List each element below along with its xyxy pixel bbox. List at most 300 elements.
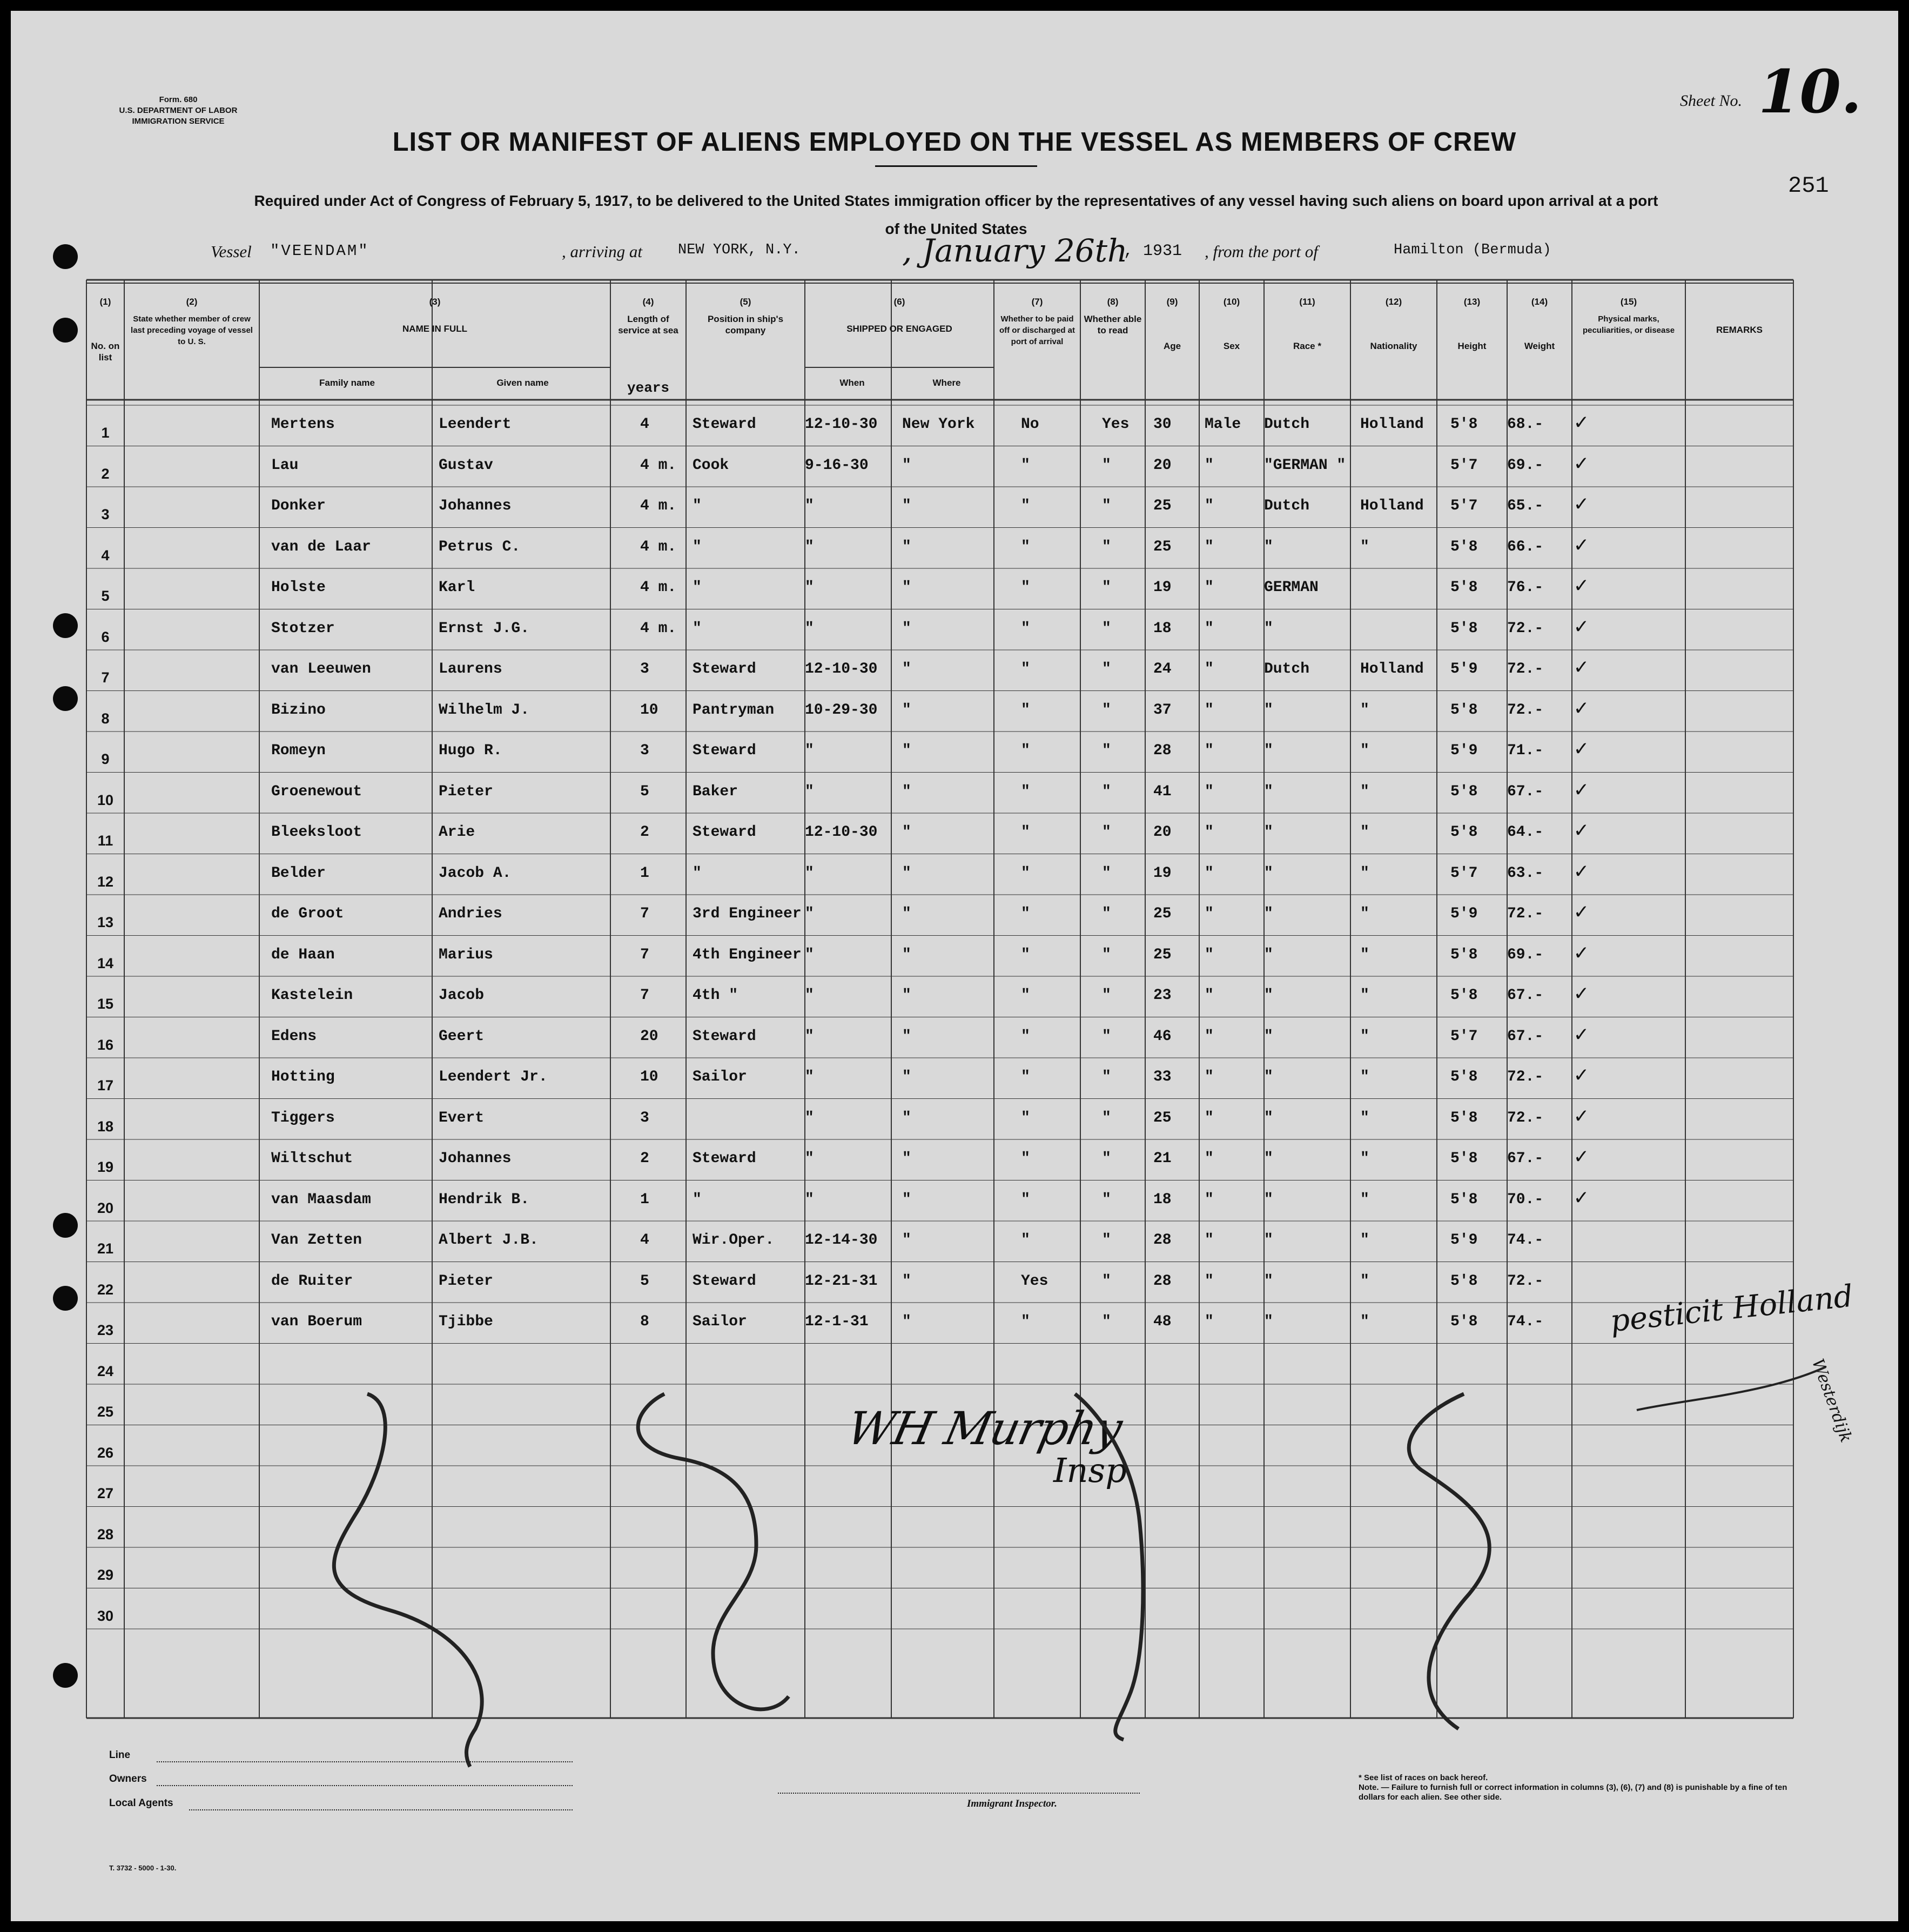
footnote-races: * See list of races on back hereof. — [1359, 1773, 1488, 1782]
cell-when: 12-10-30 — [805, 661, 878, 677]
cell-given: Pieter — [439, 783, 493, 800]
cell-position: Sailor — [693, 1313, 747, 1330]
cell-sex: " — [1205, 987, 1214, 1004]
cell-race: " — [1264, 1069, 1273, 1085]
cancel-stroke — [1637, 1367, 1826, 1410]
cell-height: 5'8 — [1450, 579, 1478, 596]
cell-where: " — [902, 579, 911, 596]
cell-when: " — [805, 1109, 814, 1126]
cell-marks: ✓ — [1575, 860, 1588, 885]
cell-given: Leendert — [439, 416, 512, 433]
print-code: T. 3732 - 5000 - 1-30. — [109, 1864, 177, 1872]
footnote-penalty: Note. — Failure to furnish full or correct information in columns (3), (6), (7) and (8) is punishable by a fine of ten dollars for each alien. See other side. — [1359, 1783, 1787, 1802]
cell-given: Geert — [439, 1028, 485, 1045]
cell-race: " — [1264, 1150, 1273, 1167]
cell-race: " — [1264, 905, 1273, 922]
cell-service: 5 — [640, 783, 649, 800]
cell-age: 33 — [1153, 1069, 1172, 1085]
cell-read: " — [1102, 1028, 1111, 1045]
cell-sex: " — [1205, 579, 1214, 596]
cell-paid-off: " — [1021, 1232, 1030, 1249]
cell-family: Lau — [271, 457, 299, 474]
cell-given: Jacob A. — [439, 864, 512, 882]
column-header-6: SHIPPED OR ENGAGED — [846, 324, 952, 334]
cell-height: 5'8 — [1450, 416, 1478, 433]
cell-where: " — [902, 457, 911, 474]
cell-sex: " — [1205, 538, 1214, 555]
cell-read: Yes — [1102, 416, 1130, 433]
cell-when: " — [805, 620, 814, 637]
cell-where: " — [902, 864, 911, 882]
cell-position: Baker — [693, 783, 738, 800]
cell-nationality: " — [1360, 946, 1369, 963]
cell-service: 4 m. — [640, 579, 677, 596]
cell-height: 5'9 — [1450, 905, 1478, 922]
cell-height: 5'8 — [1450, 1272, 1478, 1290]
row-number: 6 — [101, 628, 110, 645]
cell-height: 5'8 — [1450, 1150, 1478, 1167]
cell-where: " — [902, 661, 911, 677]
cancel-stroke — [638, 1394, 789, 1709]
cell-sex: Male — [1205, 416, 1241, 433]
cell-given: Leendert Jr. — [439, 1069, 548, 1085]
inspector-signature: WH Murphy — [842, 1402, 1126, 1455]
cell-marks: ✓ — [1575, 615, 1588, 640]
cell-race: " — [1264, 864, 1273, 882]
cell-sex: " — [1205, 1272, 1214, 1290]
column-header-8: Whether able to read — [1084, 314, 1142, 336]
cell-when: " — [805, 1191, 814, 1208]
cell-nationality: " — [1360, 905, 1369, 922]
cell-read: " — [1102, 620, 1111, 637]
column-header-4: Length of service at sea — [618, 314, 678, 336]
cell-service: 7 — [640, 946, 649, 963]
service-unit: years — [627, 380, 669, 396]
cell-read: " — [1102, 1109, 1111, 1126]
cell-position: Sailor — [693, 1069, 747, 1085]
cell-sex: " — [1205, 701, 1214, 719]
cell-where: " — [902, 905, 911, 922]
cell-given: Pieter — [439, 1272, 493, 1290]
cell-weight: 67.- — [1507, 987, 1544, 1004]
column-number: (11) — [1299, 297, 1315, 307]
cell-family: Holste — [271, 579, 326, 596]
cell-paid-off: " — [1021, 661, 1030, 677]
row-number: 20 — [97, 1199, 114, 1216]
cell-marks: ✓ — [1575, 1023, 1588, 1048]
column-header-1: No. on list — [91, 341, 120, 363]
cell-position: 4th Engineer — [693, 946, 802, 963]
cell-age: 41 — [1153, 783, 1172, 800]
cell-paid-off: " — [1021, 1028, 1030, 1045]
cell-given: Gustav — [439, 457, 493, 474]
cell-read: " — [1102, 783, 1111, 800]
cell-where: " — [902, 1191, 911, 1208]
cell-race: " — [1264, 1313, 1273, 1330]
cell-weight: 66.- — [1507, 538, 1544, 555]
cell-marks: ✓ — [1575, 1186, 1588, 1211]
row-number: 18 — [97, 1118, 114, 1135]
cell-height: 5'8 — [1450, 1191, 1478, 1208]
cell-family: van Boerum — [271, 1313, 362, 1330]
cell-race: " — [1264, 783, 1273, 800]
column-header-10: Sex — [1223, 341, 1240, 351]
cell-race: " — [1264, 946, 1273, 963]
cell-given: Johannes — [439, 1150, 512, 1167]
cell-weight: 72.- — [1507, 620, 1544, 637]
cell-position: 3rd Engineer — [693, 905, 802, 922]
cell-service: 4 m. — [640, 457, 677, 474]
cell-when: 12-14-30 — [805, 1232, 878, 1249]
cell-service: 1 — [640, 1191, 649, 1208]
cell-age: 25 — [1153, 498, 1172, 514]
page-number: 251 — [1788, 173, 1829, 199]
vessel-label: Vessel — [211, 242, 252, 261]
row-number: 25 — [97, 1404, 114, 1420]
cell-height: 5'7 — [1450, 498, 1478, 514]
cell-given: Johannes — [439, 498, 512, 514]
cell-service: 10 — [640, 1069, 658, 1085]
row-number: 23 — [97, 1322, 114, 1338]
cell-nationality: Holland — [1360, 661, 1424, 677]
column-number: (10) — [1223, 297, 1240, 307]
column-header-12: Nationality — [1370, 341, 1417, 351]
cell-where: " — [902, 538, 911, 555]
cell-weight: 72.- — [1507, 701, 1544, 719]
cell-service: 2 — [640, 824, 649, 841]
cell-where: " — [902, 701, 911, 719]
cell-position: Steward — [693, 416, 756, 433]
cell-weight: 64.- — [1507, 824, 1544, 841]
cell-height: 5'8 — [1450, 538, 1478, 555]
cell-sex: " — [1205, 824, 1214, 841]
cell-family: Stotzer — [271, 620, 335, 637]
cell-where: " — [902, 1150, 911, 1167]
cell-nationality: " — [1360, 783, 1369, 800]
row-number: 22 — [97, 1281, 114, 1298]
cell-height: 5'7 — [1450, 1028, 1478, 1045]
cancellation-strokes — [11, 11, 1898, 1921]
cell-paid-off: No — [1021, 416, 1039, 433]
cell-read: " — [1102, 1191, 1111, 1208]
cell-race: Dutch — [1264, 498, 1310, 514]
cell-when: " — [805, 538, 814, 555]
cell-where: " — [902, 1028, 911, 1045]
cell-race: " — [1264, 1028, 1273, 1045]
column-subheader: Where — [932, 378, 961, 388]
cell-height: 5'8 — [1450, 824, 1478, 841]
cell-family: Belder — [271, 864, 326, 882]
cell-read: " — [1102, 1313, 1111, 1330]
cell-race: Dutch — [1264, 661, 1310, 677]
column-header-remarks: REMARKS — [1716, 325, 1763, 335]
cell-race: " — [1264, 620, 1273, 637]
cell-read: " — [1102, 1272, 1111, 1290]
cell-sex: " — [1205, 864, 1214, 882]
cell-paid-off: " — [1021, 1069, 1030, 1085]
cell-family: Groenewout — [271, 783, 362, 800]
cell-nationality: " — [1360, 987, 1369, 1004]
cell-service: 4 m. — [640, 620, 677, 637]
manifest-sheet — [11, 11, 1898, 1921]
cell-sex: " — [1205, 905, 1214, 922]
cell-service: 4 — [640, 416, 649, 433]
cell-race: " — [1264, 701, 1273, 719]
cell-where: " — [902, 783, 911, 800]
cell-age: 21 — [1153, 1150, 1172, 1167]
row-number: 10 — [97, 791, 114, 808]
cell-paid-off: " — [1021, 1313, 1030, 1330]
column-header-7: Whether to be paid off or discharged at port of arrival — [999, 314, 1076, 346]
cell-nationality: Holland — [1360, 416, 1424, 433]
cell-paid-off: " — [1021, 1191, 1030, 1208]
row-number: 1 — [101, 425, 110, 441]
cell-nationality: " — [1360, 1191, 1369, 1208]
cell-where: " — [902, 946, 911, 963]
row-number: 14 — [97, 955, 114, 971]
cell-where: New York — [902, 416, 975, 433]
cell-read: " — [1102, 701, 1111, 719]
column-header-11: Race * — [1293, 341, 1321, 351]
cell-marks: ✓ — [1575, 942, 1588, 967]
cell-service: 4 — [640, 1232, 649, 1249]
cell-marks: ✓ — [1575, 820, 1588, 844]
cell-paid-off: " — [1021, 905, 1030, 922]
cell-read: " — [1102, 824, 1111, 841]
cell-when: " — [805, 498, 814, 514]
inspector-label: Immigrant Inspector. — [967, 1798, 1057, 1809]
cell-position: Steward — [693, 1272, 756, 1290]
cell-when: " — [805, 1028, 814, 1045]
cell-weight: 72.- — [1507, 905, 1544, 922]
cell-race: "GERMAN " — [1264, 457, 1346, 474]
cell-paid-off: " — [1021, 1150, 1030, 1167]
arrival-date: , January 26th — [902, 232, 1128, 269]
cell-sex: " — [1205, 1191, 1214, 1208]
cell-paid-off: " — [1021, 783, 1030, 800]
cell-when: 10-29-30 — [805, 701, 878, 719]
cell-weight: 74.- — [1507, 1232, 1544, 1249]
cell-family: Kastelein — [271, 987, 353, 1004]
cell-marks: ✓ — [1575, 1105, 1588, 1130]
cell-family: Van Zetten — [271, 1232, 362, 1249]
cell-when: " — [805, 987, 814, 1004]
cell-where: " — [902, 824, 911, 841]
cell-service: 3 — [640, 1109, 649, 1126]
from-port: Hamilton (Bermuda) — [1394, 242, 1551, 258]
cell-age: 28 — [1153, 1272, 1172, 1290]
cell-sex: " — [1205, 742, 1214, 759]
cell-height: 5'8 — [1450, 1109, 1478, 1126]
cell-family: de Groot — [271, 905, 344, 922]
cell-paid-off: Yes — [1021, 1272, 1048, 1290]
cell-weight: 74.- — [1507, 1313, 1544, 1330]
row-number: 8 — [101, 710, 110, 727]
vessel-name: "VEENDAM" — [270, 242, 369, 260]
cell-marks: ✓ — [1575, 1064, 1588, 1089]
cell-race: " — [1264, 1109, 1273, 1126]
subtitle-line-1: Required under Act of Congress of February 5, 1917, to be delivered to the United States immigration officer by the representatives of any vessel having such aliens on board upon arrival at a port — [254, 192, 1658, 209]
cell-family: Wiltschut — [271, 1150, 353, 1167]
cell-height: 5'7 — [1450, 457, 1478, 474]
cell-paid-off: " — [1021, 946, 1030, 963]
sheet-label: Sheet No. — [1680, 92, 1742, 110]
column-number: (8) — [1107, 297, 1119, 307]
row-number: 30 — [97, 1607, 114, 1624]
cell-service: 10 — [640, 701, 658, 719]
column-number: (9) — [1166, 297, 1178, 307]
cell-paid-off: " — [1021, 864, 1030, 882]
cell-position: Steward — [693, 661, 756, 677]
cell-where: " — [902, 1313, 911, 1330]
cell-position: " — [693, 1191, 702, 1208]
cell-marks: ✓ — [1575, 493, 1588, 518]
form-number: Form. 680 — [159, 95, 198, 104]
cell-nationality: " — [1360, 1313, 1369, 1330]
cell-read: " — [1102, 661, 1111, 677]
cell-weight: 72.- — [1507, 1109, 1544, 1126]
remarks-signature: pesticit Holland — [1608, 1278, 1855, 1339]
cell-paid-off: " — [1021, 987, 1030, 1004]
page-title: LIST OR MANIFEST OF ALIENS EMPLOYED ON THE VESSEL AS MEMBERS OF CREW — [392, 128, 1517, 157]
cell-where: " — [902, 1272, 911, 1290]
cell-nationality: " — [1360, 824, 1369, 841]
column-number: (3) — [429, 297, 441, 307]
cell-marks: ✓ — [1575, 412, 1588, 436]
cell-family: Edens — [271, 1028, 317, 1045]
cell-paid-off: " — [1021, 620, 1030, 637]
cell-given: Laurens — [439, 661, 502, 677]
column-header-14: Weight — [1524, 341, 1555, 351]
row-number: 15 — [97, 996, 114, 1012]
cell-nationality: " — [1360, 701, 1369, 719]
arrival-year: , 1931 — [1124, 242, 1182, 260]
cell-when: " — [805, 1150, 814, 1167]
footer-line-label: Line — [109, 1749, 131, 1761]
cell-read: " — [1102, 946, 1111, 963]
cell-height: 5'8 — [1450, 1069, 1478, 1085]
cell-given: Karl — [439, 579, 475, 596]
cell-given: Ernst J.G. — [439, 620, 530, 637]
cell-age: 25 — [1153, 1109, 1172, 1126]
from-port-label: , from the port of — [1205, 242, 1318, 261]
cell-paid-off: " — [1021, 538, 1030, 555]
cell-age: 18 — [1153, 1191, 1172, 1208]
column-subheader: Given name — [496, 378, 549, 388]
row-number: 3 — [101, 506, 110, 522]
cell-sex: " — [1205, 661, 1214, 677]
cell-race: " — [1264, 987, 1273, 1004]
cell-height: 5'8 — [1450, 946, 1478, 963]
cell-when: 12-21-31 — [805, 1272, 878, 1290]
column-header-15: Physical marks, peculiarities, or disease — [1582, 314, 1675, 335]
cell-marks: ✓ — [1575, 983, 1588, 1007]
sheet-number: 10. — [1758, 57, 1862, 126]
cell-age: 28 — [1153, 742, 1172, 759]
column-number: (13) — [1463, 297, 1481, 307]
cell-read: " — [1102, 538, 1111, 555]
cell-nationality: " — [1360, 864, 1369, 882]
cell-where: " — [902, 498, 911, 514]
cell-service: 1 — [640, 864, 649, 882]
cell-nationality: " — [1360, 1028, 1369, 1045]
cell-height: 5'9 — [1450, 1232, 1478, 1249]
cell-when: " — [805, 905, 814, 922]
cell-family: Mertens — [271, 416, 335, 433]
cell-read: " — [1102, 905, 1111, 922]
cell-weight: 70.- — [1507, 1191, 1544, 1208]
cell-service: 3 — [640, 742, 649, 759]
cell-position: Steward — [693, 824, 756, 841]
cell-position: " — [693, 498, 702, 514]
column-header-13: Height — [1457, 341, 1487, 351]
footer-owners-label: Owners — [109, 1773, 147, 1785]
cell-position: " — [693, 620, 702, 637]
cell-when: " — [805, 579, 814, 596]
cell-position: Wir.Oper. — [693, 1232, 775, 1249]
cell-sex: " — [1205, 1028, 1214, 1045]
row-number: 9 — [101, 751, 110, 767]
cell-when: " — [805, 742, 814, 759]
cell-age: 24 — [1153, 661, 1172, 677]
column-header-2: State whether member of crew last preceding voyage of vessel to U. S. — [131, 314, 253, 346]
cell-sex: " — [1205, 1313, 1214, 1330]
cell-marks: ✓ — [1575, 575, 1588, 599]
cell-height: 5'7 — [1450, 864, 1478, 882]
cell-nationality: Holland — [1360, 498, 1424, 514]
cell-family: van Maasdam — [271, 1191, 371, 1208]
column-number: (14) — [1531, 297, 1548, 307]
cell-nationality: " — [1360, 1272, 1369, 1290]
cell-read: " — [1102, 457, 1111, 474]
cell-family: van de Laar — [271, 538, 371, 555]
cell-position: Steward — [693, 742, 756, 759]
cancel-stroke — [334, 1394, 482, 1767]
cell-where: " — [902, 1232, 911, 1249]
cell-position: Pantryman — [693, 701, 775, 719]
cell-weight: 67.- — [1507, 783, 1544, 800]
cell-position: 4th " — [693, 987, 738, 1004]
cell-given: Andries — [439, 905, 502, 922]
cell-age: 48 — [1153, 1313, 1172, 1330]
footer-agents-label: Local Agents — [109, 1797, 173, 1809]
cell-read: " — [1102, 1069, 1111, 1085]
row-number: 27 — [97, 1485, 114, 1501]
cell-paid-off: " — [1021, 824, 1030, 841]
cell-position: Cook — [693, 457, 729, 474]
cell-weight: 72.- — [1507, 1272, 1544, 1290]
cell-paid-off: " — [1021, 742, 1030, 759]
cell-age: 28 — [1153, 1232, 1172, 1249]
row-number: 29 — [97, 1567, 114, 1583]
cell-weight: 69.- — [1507, 946, 1544, 963]
column-number: (7) — [1031, 297, 1043, 307]
cell-paid-off: " — [1021, 457, 1030, 474]
column-number: (1) — [99, 297, 111, 307]
cell-where: " — [902, 742, 911, 759]
cell-marks: ✓ — [1575, 534, 1588, 559]
cell-read: " — [1102, 498, 1111, 514]
cell-height: 5'8 — [1450, 783, 1478, 800]
cell-height: 5'8 — [1450, 987, 1478, 1004]
row-number: 13 — [97, 914, 114, 930]
arriving-label: , arriving at — [562, 242, 642, 261]
cell-sex: " — [1205, 1150, 1214, 1167]
cell-race: " — [1264, 1191, 1273, 1208]
cell-service: 7 — [640, 987, 649, 1004]
cell-position: " — [693, 538, 702, 555]
cell-marks: ✓ — [1575, 656, 1588, 681]
